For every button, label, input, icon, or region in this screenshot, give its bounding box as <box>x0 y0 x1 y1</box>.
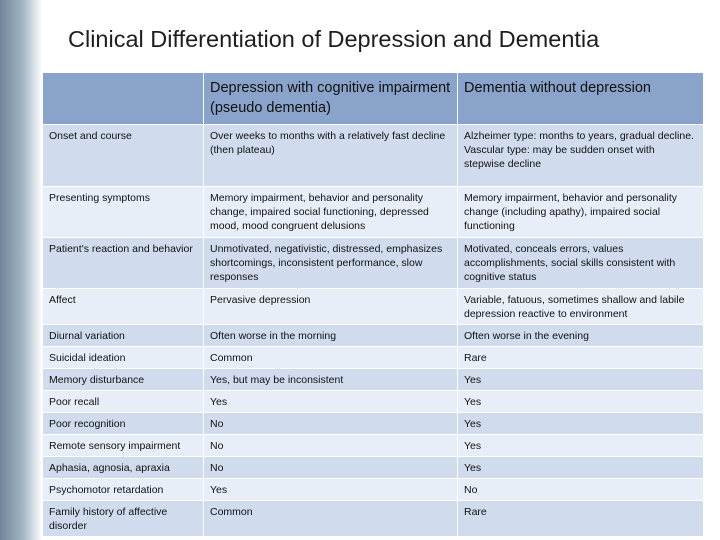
row-depression-cell: Common <box>204 347 458 369</box>
table-row <box>43 501 704 537</box>
row-depression-cell: No <box>204 457 458 479</box>
row-feature-cell: Memory disturbance <box>43 369 204 391</box>
row-depression-cell: Pervasive depression <box>204 289 458 325</box>
row-feature-cell: Patient's reaction and behavior <box>43 238 204 289</box>
table-row <box>43 187 704 238</box>
row-dementia-cell: Yes <box>458 457 704 479</box>
table-row <box>43 391 704 413</box>
row-feature-cell: Remote sensory impairment <box>43 435 204 457</box>
decorative-side-bar <box>0 0 42 540</box>
row-dementia-cell: Yes <box>458 413 704 435</box>
row-feature-cell: Affect <box>43 289 204 325</box>
row-dementia-cell: Variable, fatuous, sometimes shallow and labile depression reactive to environment <box>458 289 704 325</box>
row-feature-cell: Aphasia, agnosia, apraxia <box>43 457 204 479</box>
row-dementia-cell: Yes <box>458 435 704 457</box>
row-depression-cell: Yes <box>204 479 458 501</box>
table-row <box>43 289 704 325</box>
row-feature-cell: Psychomotor retardation <box>43 479 204 501</box>
row-depression-cell: No <box>204 435 458 457</box>
row-feature-cell: Family history of affective disorder <box>43 501 204 537</box>
row-depression-cell: No <box>204 413 458 435</box>
comparison-table-container <box>42 72 703 532</box>
row-feature-cell: Onset and course <box>43 125 204 187</box>
row-feature-cell: Presenting symptoms <box>43 187 204 238</box>
table-row <box>43 125 704 187</box>
header-dementia: Dementia without depression <box>458 73 704 125</box>
table-header-row <box>43 73 704 125</box>
row-dementia-cell: Memory impairment, behavior and personality change (including apathy), impaired social functioning <box>458 187 704 238</box>
table-row <box>43 238 704 289</box>
row-dementia-cell: Alzheimer type: months to years, gradual decline. Vascular type: may be sudden onset with stepwise decline <box>458 125 704 187</box>
table-row <box>43 413 704 435</box>
row-depression-cell: Over weeks to months with a relatively fast decline (then plateau) <box>204 125 458 187</box>
header-feature <box>43 73 204 125</box>
row-dementia-cell: Yes <box>458 369 704 391</box>
table-body <box>43 125 704 537</box>
row-depression-cell: Memory impairment, behavior and personality change, impaired social functioning, depressed mood, mood congruent delusions <box>204 187 458 238</box>
row-depression-cell: Yes, but may be inconsistent <box>204 369 458 391</box>
row-feature-cell: Suicidal ideation <box>43 347 204 369</box>
table-row <box>43 325 704 347</box>
row-depression-cell: Often worse in the morning <box>204 325 458 347</box>
comparison-table <box>42 72 704 537</box>
row-dementia-cell: Motivated, conceals errors, values accomplishments, social skills consistent with cognitive status <box>458 238 704 289</box>
row-dementia-cell: No <box>458 479 704 501</box>
table-row <box>43 369 704 391</box>
header-depression: Depression with cognitive impairment (pseudo dementia) <box>204 73 458 125</box>
slide-title: Clinical Differentiation of Depression and Dementia <box>68 26 600 52</box>
table-row <box>43 457 704 479</box>
table-row <box>43 479 704 501</box>
row-dementia-cell: Rare <box>458 501 704 537</box>
table-row <box>43 435 704 457</box>
table-row <box>43 347 704 369</box>
row-feature-cell: Diurnal variation <box>43 325 204 347</box>
row-depression-cell: Unmotivated, negativistic, distressed, emphasizes shortcomings, inconsistent performance, slow responses <box>204 238 458 289</box>
row-depression-cell: Yes <box>204 391 458 413</box>
row-dementia-cell: Rare <box>458 347 704 369</box>
row-dementia-cell: Yes <box>458 391 704 413</box>
row-feature-cell: Poor recall <box>43 391 204 413</box>
row-dementia-cell: Often worse in the evening <box>458 325 704 347</box>
row-feature-cell: Poor recognition <box>43 413 204 435</box>
row-depression-cell: Common <box>204 501 458 537</box>
